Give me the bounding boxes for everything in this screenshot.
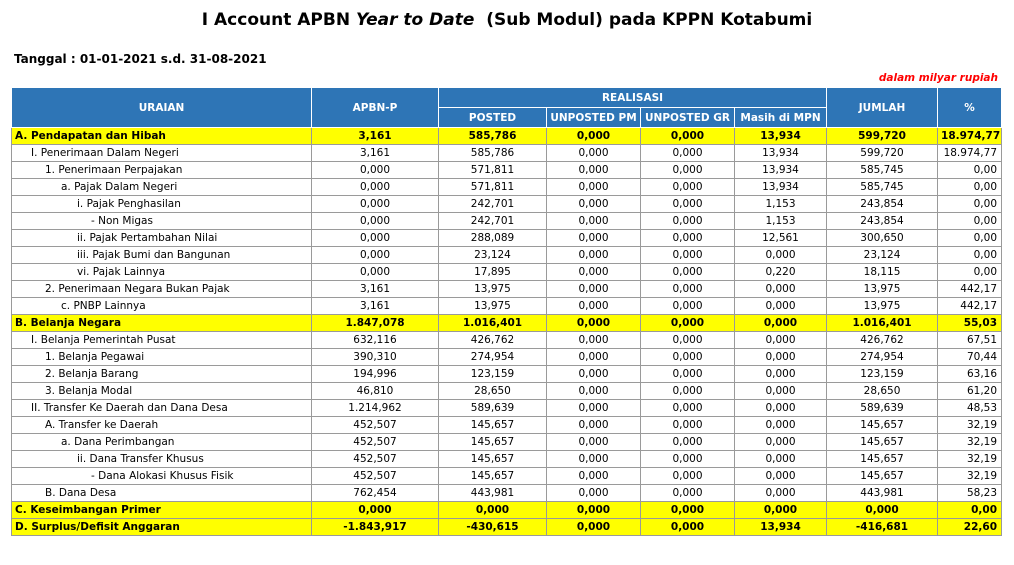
- table-body: [12, 128, 1002, 536]
- title-part-3: (Sub Modul) pada KPPN Kotabumi: [474, 10, 813, 30]
- cell-jumlah: 145,657: [827, 417, 938, 434]
- cell-apbn: 762,454: [312, 485, 439, 502]
- cell-posted: 585,786: [439, 128, 547, 145]
- cell-masih-mpn: 0,000: [735, 451, 827, 468]
- cell-posted: 17,895: [439, 264, 547, 281]
- cell-percent: 32,19: [938, 417, 1002, 434]
- header-posted: POSTED: [439, 108, 547, 128]
- cell-uraian: i. Pajak Penghasilan: [12, 196, 312, 213]
- table-row: [12, 179, 1002, 196]
- cell-uraian: D. Surplus/Defisit Anggaran: [12, 519, 312, 536]
- cell-apbn: 0,000: [312, 247, 439, 264]
- cell-unposted-pm: 0,000: [547, 230, 641, 247]
- cell-masih-mpn: 0,000: [735, 298, 827, 315]
- cell-masih-mpn: 12,561: [735, 230, 827, 247]
- table-row: [12, 417, 1002, 434]
- cell-unposted-pm: 0,000: [547, 519, 641, 536]
- cell-percent: 61,20: [938, 383, 1002, 400]
- cell-unposted-pm: 0,000: [547, 434, 641, 451]
- cell-uraian: B. Belanja Negara: [12, 315, 312, 332]
- table-row: [12, 145, 1002, 162]
- cell-unposted-pm: 0,000: [547, 502, 641, 519]
- cell-unposted-pm: 0,000: [547, 162, 641, 179]
- header-masih-mpn: Masih di MPN: [735, 108, 827, 128]
- cell-masih-mpn: 0,000: [735, 468, 827, 485]
- cell-uraian: c. PNBP Lainnya: [12, 298, 312, 315]
- cell-uraian: a. Pajak Dalam Negeri: [12, 179, 312, 196]
- cell-jumlah: 18,115: [827, 264, 938, 281]
- cell-masih-mpn: 0,000: [735, 434, 827, 451]
- cell-jumlah: 300,650: [827, 230, 938, 247]
- table-row: [12, 196, 1002, 213]
- cell-jumlah: 585,745: [827, 162, 938, 179]
- cell-percent: 48,53: [938, 400, 1002, 417]
- cell-unposted-gr: 0,000: [641, 281, 735, 298]
- cell-posted: 443,981: [439, 485, 547, 502]
- cell-posted: 13,975: [439, 281, 547, 298]
- cell-apbn: 452,507: [312, 468, 439, 485]
- cell-masih-mpn: 13,934: [735, 162, 827, 179]
- report-title: [0, 10, 1014, 30]
- cell-apbn: 194,996: [312, 366, 439, 383]
- table-row: [12, 247, 1002, 264]
- cell-unposted-pm: 0,000: [547, 332, 641, 349]
- cell-unposted-gr: 0,000: [641, 417, 735, 434]
- table-row: [12, 230, 1002, 247]
- cell-posted: 571,811: [439, 179, 547, 196]
- cell-unposted-pm: 0,000: [547, 451, 641, 468]
- cell-masih-mpn: 13,934: [735, 145, 827, 162]
- cell-uraian: iii. Pajak Bumi dan Bangunan: [12, 247, 312, 264]
- cell-unposted-gr: 0,000: [641, 145, 735, 162]
- cell-unposted-pm: 0,000: [547, 281, 641, 298]
- table-row: [12, 366, 1002, 383]
- title-part-1: I Account APBN: [201, 10, 356, 30]
- cell-percent: 0,00: [938, 196, 1002, 213]
- cell-unposted-gr: 0,000: [641, 213, 735, 230]
- cell-percent: 70,44: [938, 349, 1002, 366]
- cell-posted: 23,124: [439, 247, 547, 264]
- cell-posted: 274,954: [439, 349, 547, 366]
- cell-unposted-gr: 0,000: [641, 315, 735, 332]
- cell-masih-mpn: 13,934: [735, 179, 827, 196]
- cell-jumlah: 585,745: [827, 179, 938, 196]
- cell-unposted-pm: 0,000: [547, 383, 641, 400]
- date-range-label: Tanggal : 01-01-2021 s.d. 31-08-2021: [14, 52, 267, 66]
- cell-masih-mpn: 1,153: [735, 213, 827, 230]
- cell-posted: 123,159: [439, 366, 547, 383]
- table-row: [12, 434, 1002, 451]
- cell-unposted-gr: 0,000: [641, 264, 735, 281]
- cell-percent: 442,17: [938, 298, 1002, 315]
- table-row: [12, 349, 1002, 366]
- cell-jumlah: 599,720: [827, 128, 938, 145]
- cell-apbn: 0,000: [312, 196, 439, 213]
- cell-jumlah: 145,657: [827, 451, 938, 468]
- cell-jumlah: 13,975: [827, 298, 938, 315]
- cell-masih-mpn: 0,000: [735, 485, 827, 502]
- cell-uraian: C. Keseimbangan Primer: [12, 502, 312, 519]
- cell-jumlah: 426,762: [827, 332, 938, 349]
- cell-unposted-pm: 0,000: [547, 417, 641, 434]
- cell-apbn: 390,310: [312, 349, 439, 366]
- cell-apbn: 452,507: [312, 417, 439, 434]
- cell-uraian: ii. Pajak Pertambahan Nilai: [12, 230, 312, 247]
- table-row: [12, 281, 1002, 298]
- cell-percent: 0,00: [938, 264, 1002, 281]
- cell-unposted-gr: 0,000: [641, 383, 735, 400]
- cell-unposted-gr: 0,000: [641, 230, 735, 247]
- cell-uraian: A. Pendapatan dan Hibah: [12, 128, 312, 145]
- cell-posted: 585,786: [439, 145, 547, 162]
- cell-unposted-pm: 0,000: [547, 145, 641, 162]
- cell-unposted-pm: 0,000: [547, 298, 641, 315]
- cell-unposted-pm: 0,000: [547, 315, 641, 332]
- cell-apbn: -1.843,917: [312, 519, 439, 536]
- cell-apbn: 3,161: [312, 298, 439, 315]
- cell-masih-mpn: 0,000: [735, 349, 827, 366]
- cell-uraian: - Dana Alokasi Khusus Fisik: [12, 468, 312, 485]
- cell-uraian: 2. Belanja Barang: [12, 366, 312, 383]
- header-jumlah: JUMLAH: [827, 88, 938, 128]
- cell-masih-mpn: 0,000: [735, 247, 827, 264]
- cell-jumlah: 1.016,401: [827, 315, 938, 332]
- cell-percent: 0,00: [938, 230, 1002, 247]
- cell-unposted-pm: 0,000: [547, 485, 641, 502]
- cell-unposted-pm: 0,000: [547, 196, 641, 213]
- cell-posted: 13,975: [439, 298, 547, 315]
- header-unposted-gr: UNPOSTED GR: [641, 108, 735, 128]
- cell-percent: 0,00: [938, 502, 1002, 519]
- cell-posted: 145,657: [439, 451, 547, 468]
- cell-apbn: 452,507: [312, 434, 439, 451]
- cell-jumlah: 145,657: [827, 434, 938, 451]
- cell-unposted-gr: 0,000: [641, 196, 735, 213]
- cell-posted: 288,089: [439, 230, 547, 247]
- cell-masih-mpn: 0,000: [735, 315, 827, 332]
- header-unposted-pm: UNPOSTED PM: [547, 108, 641, 128]
- cell-posted: 145,657: [439, 468, 547, 485]
- cell-jumlah: 243,854: [827, 213, 938, 230]
- cell-unposted-gr: 0,000: [641, 298, 735, 315]
- cell-uraian: I. Penerimaan Dalam Negeri: [12, 145, 312, 162]
- cell-posted: 145,657: [439, 434, 547, 451]
- cell-posted: 589,639: [439, 400, 547, 417]
- table-row: [12, 128, 1002, 145]
- cell-posted: -430,615: [439, 519, 547, 536]
- cell-masih-mpn: 0,000: [735, 383, 827, 400]
- table-row: [12, 213, 1002, 230]
- cell-percent: 0,00: [938, 213, 1002, 230]
- cell-uraian: a. Dana Perimbangan: [12, 434, 312, 451]
- table-row: [12, 383, 1002, 400]
- cell-jumlah: 28,650: [827, 383, 938, 400]
- cell-unposted-gr: 0,000: [641, 128, 735, 145]
- table-row: [12, 298, 1002, 315]
- cell-posted: 0,000: [439, 502, 547, 519]
- cell-uraian: ii. Dana Transfer Khusus: [12, 451, 312, 468]
- cell-masih-mpn: 1,153: [735, 196, 827, 213]
- cell-masih-mpn: 0,000: [735, 366, 827, 383]
- cell-percent: 0,00: [938, 179, 1002, 196]
- cell-masih-mpn: 13,934: [735, 519, 827, 536]
- cell-apbn: 0,000: [312, 162, 439, 179]
- cell-unposted-pm: 0,000: [547, 468, 641, 485]
- cell-posted: 1.016,401: [439, 315, 547, 332]
- cell-uraian: I. Belanja Pemerintah Pusat: [12, 332, 312, 349]
- apbn-table: [11, 87, 1002, 536]
- cell-percent: 32,19: [938, 451, 1002, 468]
- cell-masih-mpn: 13,934: [735, 128, 827, 145]
- cell-percent: 442,17: [938, 281, 1002, 298]
- cell-apbn: 3,161: [312, 281, 439, 298]
- cell-apbn: 0,000: [312, 502, 439, 519]
- table-row: [12, 502, 1002, 519]
- cell-posted: 426,762: [439, 332, 547, 349]
- cell-posted: 28,650: [439, 383, 547, 400]
- cell-unposted-gr: 0,000: [641, 502, 735, 519]
- header-realisasi: REALISASI: [439, 88, 827, 108]
- cell-unposted-pm: 0,000: [547, 179, 641, 196]
- cell-masih-mpn: 0,000: [735, 417, 827, 434]
- cell-masih-mpn: 0,000: [735, 281, 827, 298]
- table-row: [12, 332, 1002, 349]
- cell-uraian: 1. Penerimaan Perpajakan: [12, 162, 312, 179]
- cell-apbn: 0,000: [312, 264, 439, 281]
- cell-posted: 242,701: [439, 213, 547, 230]
- table-row: [12, 264, 1002, 281]
- cell-unposted-pm: 0,000: [547, 247, 641, 264]
- cell-apbn: 1.214,962: [312, 400, 439, 417]
- cell-posted: 242,701: [439, 196, 547, 213]
- cell-apbn: 632,116: [312, 332, 439, 349]
- cell-unposted-gr: 0,000: [641, 162, 735, 179]
- cell-uraian: vi. Pajak Lainnya: [12, 264, 312, 281]
- cell-apbn: 0,000: [312, 213, 439, 230]
- cell-apbn: 1.847,078: [312, 315, 439, 332]
- cell-jumlah: 589,639: [827, 400, 938, 417]
- cell-unposted-gr: 0,000: [641, 519, 735, 536]
- cell-uraian: - Non Migas: [12, 213, 312, 230]
- cell-unposted-gr: 0,000: [641, 366, 735, 383]
- table-row: [12, 485, 1002, 502]
- table-row: [12, 162, 1002, 179]
- cell-uraian: A. Transfer ke Daerah: [12, 417, 312, 434]
- cell-jumlah: -416,681: [827, 519, 938, 536]
- cell-apbn: 46,810: [312, 383, 439, 400]
- header-uraian: URAIAN: [12, 88, 312, 128]
- cell-jumlah: 13,975: [827, 281, 938, 298]
- cell-uraian: 1. Belanja Pegawai: [12, 349, 312, 366]
- cell-posted: 145,657: [439, 417, 547, 434]
- cell-percent: 18.974,77: [938, 145, 1002, 162]
- cell-posted: 571,811: [439, 162, 547, 179]
- cell-uraian: B. Dana Desa: [12, 485, 312, 502]
- cell-unposted-pm: 0,000: [547, 264, 641, 281]
- cell-apbn: 3,161: [312, 145, 439, 162]
- cell-percent: 0,00: [938, 247, 1002, 264]
- table-row: [12, 451, 1002, 468]
- cell-unposted-gr: 0,000: [641, 400, 735, 417]
- cell-unposted-gr: 0,000: [641, 485, 735, 502]
- table-row: [12, 315, 1002, 332]
- cell-masih-mpn: 0,000: [735, 332, 827, 349]
- cell-jumlah: 274,954: [827, 349, 938, 366]
- cell-masih-mpn: 0,220: [735, 264, 827, 281]
- cell-percent: 67,51: [938, 332, 1002, 349]
- cell-apbn: 452,507: [312, 451, 439, 468]
- cell-jumlah: 0,000: [827, 502, 938, 519]
- cell-unposted-gr: 0,000: [641, 434, 735, 451]
- cell-masih-mpn: 0,000: [735, 502, 827, 519]
- cell-jumlah: 145,657: [827, 468, 938, 485]
- cell-apbn: 0,000: [312, 230, 439, 247]
- cell-jumlah: 599,720: [827, 145, 938, 162]
- table-row: [12, 400, 1002, 417]
- cell-masih-mpn: 0,000: [735, 400, 827, 417]
- cell-percent: 0,00: [938, 162, 1002, 179]
- cell-apbn: 0,000: [312, 179, 439, 196]
- cell-jumlah: 443,981: [827, 485, 938, 502]
- cell-unposted-pm: 0,000: [547, 400, 641, 417]
- cell-unposted-pm: 0,000: [547, 128, 641, 145]
- title-part-2: Year to Date: [356, 10, 475, 30]
- table-row: [12, 519, 1002, 536]
- cell-percent: 32,19: [938, 468, 1002, 485]
- table-row: [12, 468, 1002, 485]
- header-percent: %: [938, 88, 1002, 128]
- cell-unposted-gr: 0,000: [641, 451, 735, 468]
- cell-unposted-gr: 0,000: [641, 332, 735, 349]
- cell-percent: 63,16: [938, 366, 1002, 383]
- cell-apbn: 3,161: [312, 128, 439, 145]
- cell-percent: 58,23: [938, 485, 1002, 502]
- cell-percent: 18.974,77: [938, 128, 1002, 145]
- cell-unposted-gr: 0,000: [641, 349, 735, 366]
- cell-jumlah: 23,124: [827, 247, 938, 264]
- cell-unposted-pm: 0,000: [547, 213, 641, 230]
- cell-uraian: II. Transfer Ke Daerah dan Dana Desa: [12, 400, 312, 417]
- cell-uraian: 2. Penerimaan Negara Bukan Pajak: [12, 281, 312, 298]
- cell-unposted-pm: 0,000: [547, 349, 641, 366]
- cell-unposted-gr: 0,000: [641, 179, 735, 196]
- cell-unposted-pm: 0,000: [547, 366, 641, 383]
- cell-uraian: 3. Belanja Modal: [12, 383, 312, 400]
- cell-unposted-gr: 0,000: [641, 468, 735, 485]
- cell-jumlah: 243,854: [827, 196, 938, 213]
- cell-jumlah: 123,159: [827, 366, 938, 383]
- cell-percent: 22,60: [938, 519, 1002, 536]
- cell-percent: 32,19: [938, 434, 1002, 451]
- cell-percent: 55,03: [938, 315, 1002, 332]
- header-apbn: APBN-P: [312, 88, 439, 128]
- unit-note: dalam milyar rupiah: [878, 72, 998, 84]
- cell-unposted-gr: 0,000: [641, 247, 735, 264]
